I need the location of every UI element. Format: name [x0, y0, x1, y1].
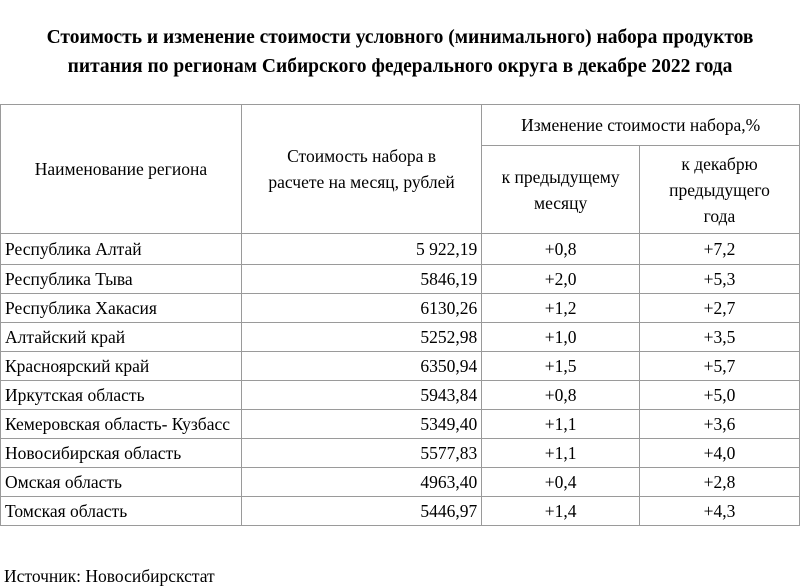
- region-cell: Республика Алтай: [1, 234, 242, 265]
- prev-year-cell: +7,2: [640, 234, 800, 265]
- cost-cell: 6350,94: [241, 352, 481, 381]
- header-cost: Стоимость набора в расчете на месяц, рублей: [241, 105, 481, 234]
- region-cell: Республика Тыва: [1, 265, 242, 294]
- cost-cell: 6130,26: [241, 294, 481, 323]
- prev-year-cell: +5,3: [640, 265, 800, 294]
- source-note: Источник: Новосибирскстат: [4, 566, 215, 586]
- table-row: [1, 265, 800, 294]
- table-row: [1, 381, 800, 410]
- table-row: [1, 234, 800, 265]
- prev-year-cell: +4,0: [640, 439, 800, 468]
- region-cell: Республика Хакасия: [1, 294, 242, 323]
- region-cell: Новосибирская область: [1, 439, 242, 468]
- prev-month-cell: +1,1: [482, 410, 640, 439]
- prev-year-cell: +2,7: [640, 294, 800, 323]
- header-prev-year: к декабрю предыдущего года: [640, 146, 800, 234]
- cost-cell: 5846,19: [241, 265, 481, 294]
- prev-month-cell: +2,0: [482, 265, 640, 294]
- prev-month-cell: +0,8: [482, 381, 640, 410]
- table-title: Стоимость и изменение стоимости условного (минимального) набора продуктов питания по регионам Сибирского федерального округа в декабре 2022 года: [46, 27, 754, 77]
- prev-month-cell: +1,1: [482, 439, 640, 468]
- table-row: [1, 468, 800, 497]
- prev-year-cell: +5,0: [640, 381, 800, 410]
- prev-year-cell: +5,7: [640, 352, 800, 381]
- region-cell: Кемеровская область- Кузбасс: [1, 410, 242, 439]
- region-cell: Алтайский край: [1, 323, 242, 352]
- prev-year-cell: +3,5: [640, 323, 800, 352]
- header-change-group: Изменение стоимости набора,%: [482, 105, 800, 146]
- cost-cell: 5577,83: [241, 439, 481, 468]
- prev-month-cell: +1,2: [482, 294, 640, 323]
- prev-month-cell: +0,4: [482, 468, 640, 497]
- cost-cell: 5446,97: [241, 497, 481, 526]
- region-cell: Томская область: [1, 497, 242, 526]
- table-row: [1, 294, 800, 323]
- cost-cell: 5252,98: [241, 323, 481, 352]
- cost-cell: 5 922,19: [241, 234, 481, 265]
- prev-month-cell: +1,4: [482, 497, 640, 526]
- cost-cell: 5349,40: [241, 410, 481, 439]
- table-row: [1, 497, 800, 526]
- prev-month-cell: +1,0: [482, 323, 640, 352]
- region-cell: Иркутская область: [1, 381, 242, 410]
- region-cell: Омская область: [1, 468, 242, 497]
- table-row: [1, 439, 800, 468]
- prev-month-cell: +0,8: [482, 234, 640, 265]
- cost-cell: 4963,40: [241, 468, 481, 497]
- cost-cell: 5943,84: [241, 381, 481, 410]
- prev-month-cell: +1,5: [482, 352, 640, 381]
- region-cell: Красноярский край: [1, 352, 242, 381]
- header-region: Наименование региона: [1, 105, 242, 234]
- header-prev-month: к предыдущему месяцу: [482, 146, 640, 234]
- table-row: [1, 352, 800, 381]
- prev-year-cell: +2,8: [640, 468, 800, 497]
- prev-year-cell: +3,6: [640, 410, 800, 439]
- prev-year-cell: +4,3: [640, 497, 800, 526]
- table-row: [1, 410, 800, 439]
- price-table: [0, 104, 800, 526]
- table-row: [1, 323, 800, 352]
